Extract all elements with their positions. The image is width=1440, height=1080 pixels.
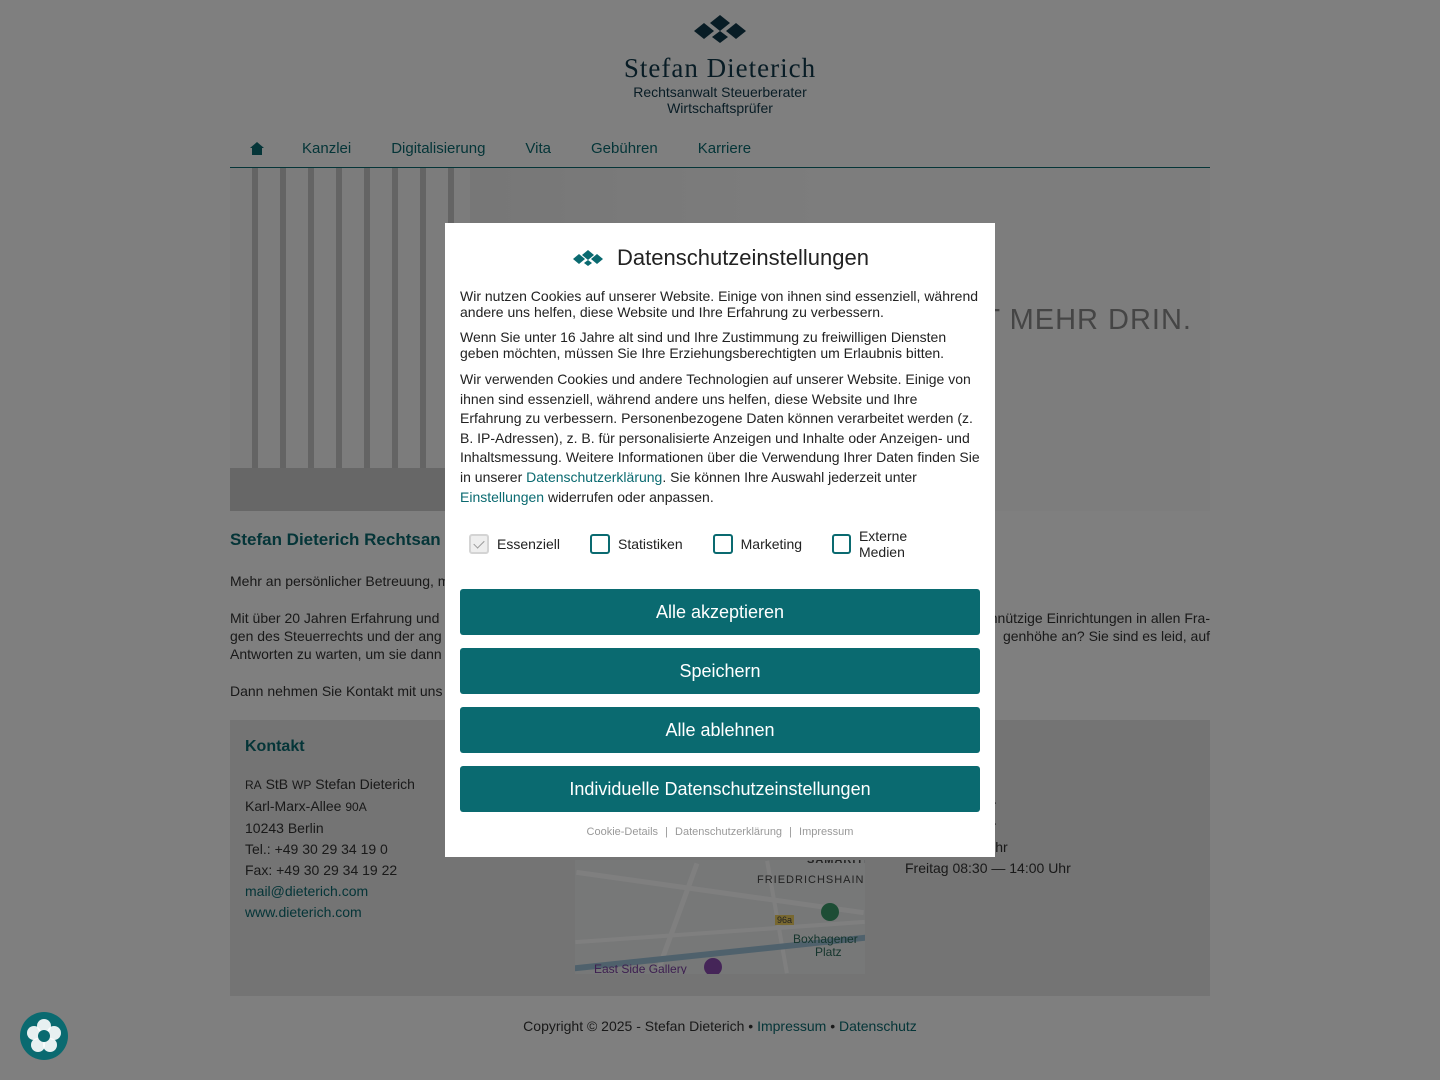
checkbox-essenziell-label: Essenziell <box>497 536 561 553</box>
diamond-logo-icon <box>571 250 605 267</box>
modal-paragraph-1: Wir nutzen Cookies auf unserer Website. Einige von ihnen sind essenziell, während andere uns helfen, diese Website und Ihre Erfahrung zu verbessern. <box>460 288 979 320</box>
checkbox-statistiken[interactable] <box>590 534 683 554</box>
save-button[interactable]: Speichern <box>460 648 980 694</box>
modal-footer-links <box>460 826 980 838</box>
modal-imprint-link[interactable]: Impressum <box>799 826 854 839</box>
modal-title: Datenschutzeinstellungen <box>617 245 869 270</box>
modal-body <box>460 288 980 507</box>
settings-link[interactable]: Einstellungen <box>460 488 545 505</box>
checkbox-statistiken-label: Statistiken <box>618 536 683 553</box>
individual-settings-button[interactable]: Individuelle Datenschutzeinstellungen <box>460 766 980 812</box>
flower-icon <box>27 1019 61 1053</box>
checkbox-essenziell-box[interactable] <box>469 534 489 554</box>
reject-all-button[interactable]: Alle ablehnen <box>460 707 980 753</box>
link-separator: | <box>789 826 792 839</box>
modal-paragraph-3-c: widerrufen oder anpassen. <box>544 488 714 505</box>
cookie-settings-icon[interactable] <box>20 1012 68 1060</box>
checkbox-essenziell[interactable] <box>469 534 560 554</box>
checkbox-externe-medien-box[interactable] <box>832 534 851 554</box>
link-separator: | <box>665 826 668 839</box>
checkbox-marketing-label: Marketing <box>740 536 803 553</box>
checkbox-marketing[interactable] <box>713 534 802 554</box>
checkbox-statistiken-box[interactable] <box>590 534 610 554</box>
modal-paragraph-3 <box>460 370 980 507</box>
checkbox-externe-medien[interactable] <box>832 528 950 560</box>
privacy-modal <box>445 223 995 857</box>
checkbox-marketing-box[interactable] <box>713 534 733 554</box>
modal-paragraph-2: Wenn Sie unter 16 Jahre alt sind und Ihre Zustimmung zu freiwilligen Diensten geben möchten, müssen Sie Ihre Erziehungsberechtigten um Erlaubnis bitten. <box>460 329 947 361</box>
modal-paragraph-3-a: Wir verwenden Cookies und andere Technologien auf unserer Website. Einige von ihnen sind essenziell, während andere uns helfen, diese Website und Ihre Erfahrung zu verbessern. Personenbezogene Daten können verarbeitet werden (z. B. IP-Adressen), z. B. für personalisierte Anzeigen und Inhalte oder Anzeigen- und Inhaltsmessung. Weitere Informationen über die Verwendung Ihrer Daten finden Sie in unserer <box>460 371 980 485</box>
checkbox-externe-medien-label: Externe Medien <box>858 528 908 561</box>
privacy-policy-link[interactable]: Datenschutzerklärung <box>526 468 663 485</box>
cookie-details-link[interactable]: Cookie-Details <box>586 826 659 839</box>
consent-checkboxes <box>460 528 980 561</box>
accept-all-button[interactable]: Alle akzeptieren <box>460 589 980 635</box>
modal-privacy-link[interactable]: Datenschutzerklärung <box>675 826 783 839</box>
modal-title-row <box>460 245 980 271</box>
modal-paragraph-3-b: . Sie können Ihre Auswahl jederzeit unter <box>662 468 917 485</box>
